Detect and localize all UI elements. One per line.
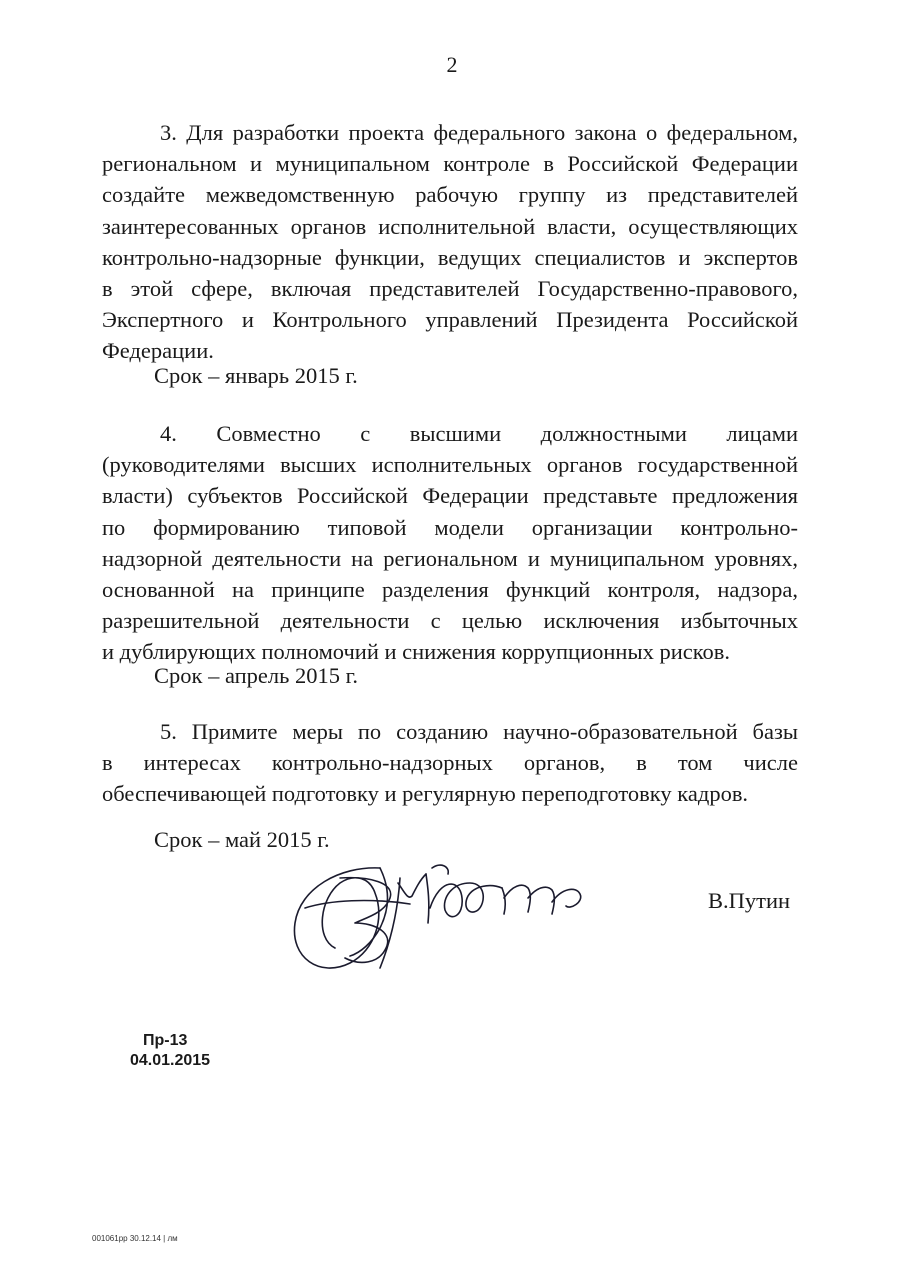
paragraph-line: надзорной деятельности на региональном и муниципальном уровнях, [102,545,798,571]
paragraph-line: 5. Примите меры по созданию научно-образовательной базы [160,719,798,744]
handwritten-signature-icon [280,838,590,988]
paragraph-line: обеспечивающей подготовку и регулярную переподготовку кадров. [102,781,749,807]
paragraph-line: власти) субъектов Российской Федерации представьте предложения [102,483,798,509]
paragraph-line: по формированию типовой модели организации контрольно- [102,514,798,540]
deadline-january: Срок – январь 2015 г. [154,363,358,388]
paragraph-line: создайте межведомственную рабочую группу из представителей [102,182,798,208]
paragraph-line: контрольно-надзорные функции, ведущих специалистов и экспертов [102,244,798,270]
deadline-april: Срок – апрель 2015 г. [154,663,358,688]
deadline-may: Срок – май 2015 г. [154,827,330,852]
paragraph-line: в этой сфере, включая представителей Государственно-правового, [102,276,798,302]
paragraph-line: (руководителями высших исполнительных органов государственной [102,452,798,478]
paragraph-line: 3. Для разработки проекта федерального закона о федеральном, [160,120,798,145]
paragraph-line: и дублирующих полномочий и снижения коррупционных рисков. [102,639,731,665]
paragraph-line: Федерации. [102,338,214,364]
paragraph-line: основанной на принципе разделения функций контроля, надзора, [102,577,798,603]
paragraph-5 [102,716,798,810]
signer-name: В.Путин [708,888,791,913]
page-number: 2 [446,52,458,77]
paragraph-line: в интересах контрольно-надзорных органов, в том числе [102,750,798,776]
paragraph-line: заинтересованных органов исполнительной власти, осуществляющих [102,213,798,239]
paragraph-line: Экспертного и Контрольного управлений Президента Российской [102,307,798,333]
paragraph-line: 4. Совместно с высшими должностными лицами [160,421,798,446]
footer-code: 001061рр 30.12.14 | лм [92,1234,178,1243]
document-date: 04.01.2015 [130,1052,211,1069]
document-number: Пр-13 [143,1032,188,1049]
paragraph-4 [102,418,798,668]
paragraph-line: региональном и муниципальном контроле в Российской Федерации [102,151,798,177]
paragraph-3 [102,117,798,367]
paragraph-line: разрешительной деятельности с целью исключения избыточных [102,608,798,634]
